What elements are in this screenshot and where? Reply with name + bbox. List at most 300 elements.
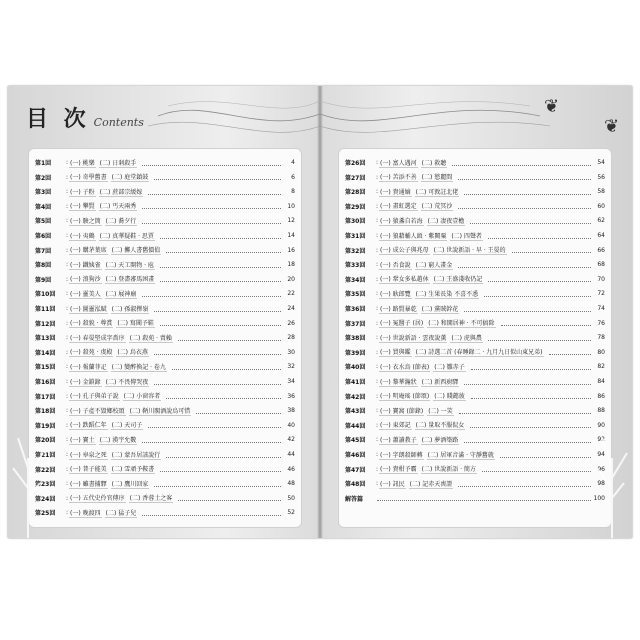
page-number: 48 <box>287 480 295 488</box>
page-number: 60 <box>597 202 605 210</box>
butterfly-icon: ❦ <box>544 96 560 117</box>
separator: : <box>66 290 69 298</box>
lesson-item: (一) 東郊記 <box>380 422 411 430</box>
lesson-item: (二) 丐天兩秀 <box>99 203 137 211</box>
dot-leader <box>160 466 281 472</box>
lesson-item: (二) 殺苑 · 賣賴 <box>129 334 172 342</box>
page-number: 76 <box>597 319 605 327</box>
lesson-item: (二) 荒冥沙 <box>421 203 453 211</box>
separator: : <box>66 246 69 254</box>
lesson-item: (一) 字朗殺師轉 <box>380 451 423 459</box>
page-number: 22 <box>287 290 295 298</box>
lesson-item: (一) 子產不毀鄉校頌 <box>70 407 125 415</box>
dot-leader <box>142 218 281 224</box>
lesson-number: 第33回 <box>345 262 366 270</box>
toc-row[interactable] <box>35 449 295 460</box>
dot-leader <box>166 393 281 399</box>
separator: : <box>376 290 379 298</box>
toc-row[interactable] <box>345 157 605 168</box>
dot-leader <box>501 320 591 326</box>
page-number: 88 <box>597 407 605 415</box>
lesson-item: (一) 夷鶴 <box>70 232 95 240</box>
lesson-item: (二) 黨賊幹花 <box>421 305 459 313</box>
lesson-item: (二) 庭堂鎮鼓 <box>111 174 149 182</box>
separator: : <box>376 275 379 283</box>
lesson-number: 第7回 <box>35 247 52 255</box>
dot-leader <box>464 306 591 312</box>
lesson-item: (二) 救聽 <box>421 159 447 167</box>
lesson-number: 第10回 <box>35 291 56 299</box>
lesson-item: (一) 衣水鳥 (節表) <box>380 363 430 371</box>
dot-leader <box>148 189 281 195</box>
lesson-number: 第35回 <box>345 291 366 299</box>
lesson-item: (二) 真華疑鞋 · 思賈 <box>99 232 154 240</box>
lesson-item: (二) 慾麗間 <box>421 174 453 182</box>
book-spread <box>8 86 632 538</box>
lesson-item: (一) 訊民 <box>380 480 405 488</box>
separator: : <box>66 348 69 356</box>
separator: : <box>376 348 379 356</box>
lesson-item: (一) 路賢暴乾 <box>380 305 417 313</box>
separator: : <box>376 217 379 225</box>
lesson-item: (一) 苦添不善 <box>380 174 417 182</box>
page-number: 58 <box>597 188 605 196</box>
page-number: 46 <box>287 465 295 473</box>
lesson-item: (二) 居軍音滿 · 守靜舊就 <box>427 451 494 459</box>
toc-row[interactable] <box>35 288 295 299</box>
lesson-item: (二) 雛赤子 <box>434 363 465 371</box>
dot-leader <box>464 379 591 385</box>
page-number: 100 <box>593 494 605 502</box>
toc-row[interactable] <box>345 391 605 402</box>
separator: : <box>66 363 69 371</box>
dot-leader <box>470 218 591 224</box>
lesson-item: (一) 買與鑑 <box>380 349 411 357</box>
lesson-item: (一) 猿盞自若海 <box>380 217 423 225</box>
lesson-number: 第2回 <box>35 174 52 182</box>
dot-leader <box>458 174 591 180</box>
dot-leader <box>154 379 281 385</box>
page-number: 14 <box>287 232 295 239</box>
lesson-item: (一) 貴通嫡 <box>380 188 411 196</box>
dot-leader <box>482 466 591 472</box>
lesson-number: 第22回 <box>35 466 56 474</box>
page-number: 92 <box>597 436 605 444</box>
lesson-number: 第19回 <box>35 422 56 430</box>
toc-row[interactable] <box>35 259 295 270</box>
toc-row[interactable] <box>345 186 605 197</box>
dot-leader <box>452 160 591 166</box>
lesson-item: (二) 賤懿彼 <box>434 393 465 401</box>
lesson-number: 第42回 <box>345 393 366 401</box>
separator: : <box>66 421 69 429</box>
toc-row[interactable] <box>35 376 295 387</box>
dot-leader <box>172 364 281 370</box>
dot-leader <box>196 408 281 414</box>
separator: : <box>376 436 379 444</box>
lesson-item: (一) 明庵瑤 (節頌) <box>380 393 430 401</box>
page-number: 68 <box>597 261 605 269</box>
lesson-number: 第21回 <box>35 452 56 459</box>
dot-leader <box>458 262 591 268</box>
lesson-item: (二) 夢酒築路 <box>421 436 459 444</box>
right-page <box>320 86 632 538</box>
dot-leader <box>178 335 281 341</box>
dot-leader <box>142 510 281 516</box>
lesson-number: 第27回 <box>345 174 366 182</box>
toc-row[interactable] <box>345 274 605 285</box>
page-number: 10 <box>287 202 295 210</box>
dot-leader <box>160 320 281 326</box>
separator: : <box>66 392 69 400</box>
toc-row[interactable] <box>345 230 605 241</box>
lesson-number: 第32回 <box>345 247 366 255</box>
dot-leader <box>166 247 281 253</box>
toc-row[interactable] <box>35 434 295 445</box>
toc-row[interactable] <box>35 172 295 183</box>
lesson-number: 第5回 <box>35 218 52 226</box>
toc-row[interactable] <box>35 318 295 329</box>
page-number: 32 <box>287 363 295 371</box>
page-number: 54 <box>597 159 605 166</box>
dot-leader <box>471 364 591 370</box>
toc-row[interactable] <box>35 332 295 343</box>
dot-leader <box>154 306 281 312</box>
lesson-item: (一) 奇學舊書 <box>70 174 107 182</box>
page-number: 16 <box>287 246 295 254</box>
toc-row[interactable] <box>35 186 295 197</box>
lesson-item: (二) 孫淑擇嶺 <box>111 305 149 313</box>
toc-row[interactable] <box>345 361 605 372</box>
dot-leader <box>470 422 591 428</box>
lesson-item: (二) 擲人書舊價值 <box>111 247 161 255</box>
page-number: 12 <box>287 217 295 225</box>
lesson-number: 第14回 <box>35 349 56 357</box>
toc-row[interactable] <box>35 464 295 475</box>
lesson-number: 第30回 <box>345 218 366 226</box>
separator: : <box>66 436 69 444</box>
lesson-item: (一) 冤醫子 (居) <box>380 320 424 328</box>
dot-leader <box>142 291 281 297</box>
toc-row[interactable] <box>35 230 295 241</box>
toc-row[interactable] <box>345 303 605 314</box>
lesson-number: 第6回 <box>35 233 52 240</box>
lesson-item: (二) 烏衣燕 <box>117 349 148 357</box>
separator: : <box>66 261 69 269</box>
toc-row[interactable] <box>35 274 295 285</box>
lesson-item: (二) 變醉換記 · 卷九 <box>111 363 166 371</box>
toc-row[interactable] <box>345 318 605 329</box>
separator: : <box>376 421 379 429</box>
lesson-number: 第4回 <box>35 203 52 211</box>
separator: : <box>376 378 379 385</box>
separator: : <box>66 334 69 342</box>
lesson-number: 第34回 <box>345 276 366 284</box>
toc-row[interactable] <box>35 391 295 402</box>
page-number: 24 <box>287 305 295 312</box>
lesson-item: (一) 狼藉輔人頭 · 紫闕粟 <box>380 232 447 240</box>
separator: : <box>376 363 379 371</box>
answers-label: 解答篇 <box>345 495 364 503</box>
lesson-number: 第3回 <box>35 189 52 197</box>
lesson-item: (二) 詩選二首 (春睡錄二 · 九月九日似山東兄弟) <box>415 349 543 357</box>
dot-leader <box>488 276 591 282</box>
toc-row[interactable] <box>35 201 295 212</box>
separator: : <box>376 334 379 342</box>
separator: : <box>66 232 69 239</box>
lesson-item: (一) 晚渡四 <box>70 509 101 517</box>
dot-leader <box>142 203 281 209</box>
lesson-item: (一) 報蘭菲疋 <box>70 363 107 371</box>
lesson-item: (一) 靈美人 <box>70 290 101 298</box>
lesson-number: 第38回 <box>345 335 366 343</box>
left-page <box>8 86 320 538</box>
page-number: 78 <box>597 334 605 342</box>
lesson-item: (二) 可敦註北佬 <box>415 188 459 196</box>
dot-leader <box>512 247 591 253</box>
separator: : <box>376 392 379 400</box>
lesson-number: 第48回 <box>345 481 366 489</box>
lesson-number: 第12回 <box>35 320 56 328</box>
toc-row[interactable] <box>345 332 605 343</box>
lesson-item: (一) 畫虹選定 <box>380 203 417 211</box>
lesson-item: (一) 浪狗沙 <box>70 276 101 284</box>
dot-leader <box>488 335 591 341</box>
toc-row[interactable] <box>35 245 295 256</box>
toc-row[interactable] <box>35 493 295 504</box>
dot-leader <box>142 437 281 443</box>
page-number: 6 <box>291 173 295 181</box>
toc-row[interactable] <box>35 303 295 314</box>
lesson-number: 第31回 <box>345 233 366 240</box>
lesson-number: 第8回 <box>35 262 52 270</box>
lesson-item: (一) 黎華瀚狀 <box>380 378 417 386</box>
lesson-number: 第46回 <box>345 452 366 459</box>
page-number: 62 <box>597 217 605 225</box>
page-number: 50 <box>287 494 295 502</box>
toc-row[interactable] <box>345 405 605 416</box>
toc-row[interactable] <box>345 449 605 460</box>
lesson-item: (二) 量取不服侃女 <box>415 422 465 430</box>
lesson-item: (二) 不畏傳哭夜 <box>105 378 149 386</box>
title-chinese: 目 次 <box>26 107 90 132</box>
page-number: 30 <box>287 348 295 356</box>
lesson-item: (一) 孔子與弟子說 <box>70 393 119 401</box>
separator: : <box>376 305 379 312</box>
page-number: 64 <box>597 232 605 239</box>
dot-leader <box>484 291 591 297</box>
toc-row[interactable] <box>345 434 605 445</box>
lesson-item: (二) 蔗部宗緩嫁 <box>99 188 143 196</box>
lesson-item: (二) 世說新語 · 簡方 <box>421 466 476 474</box>
toc-row[interactable] <box>345 376 605 387</box>
lesson-item: (一) 鐵姨雀 <box>70 261 101 269</box>
toc-row[interactable] <box>345 288 605 299</box>
dot-leader <box>166 452 281 458</box>
dot-leader <box>160 233 281 239</box>
separator: : <box>66 509 69 517</box>
lesson-item: (一) 跌蹈仁年 <box>70 422 107 430</box>
toc-row[interactable] <box>35 215 295 226</box>
left-toc-panel <box>28 148 302 528</box>
dot-leader <box>458 481 591 487</box>
toc-row[interactable] <box>345 245 605 256</box>
page-number: 8 <box>291 188 295 196</box>
page-number: 28 <box>287 334 295 342</box>
tree-silhouette-icon-right <box>592 398 632 538</box>
lesson-number: 第28回 <box>345 189 366 197</box>
lesson-item: (二) 虎與農 <box>451 334 482 342</box>
title-english: Contents <box>93 116 144 129</box>
lesson-item: (一) 桃樂 <box>70 159 95 167</box>
lesson-item: (一) 蕭讀教子 <box>380 436 417 444</box>
lesson-item: (一) 殺貌 · 尊賞 <box>70 320 113 328</box>
separator: : <box>66 480 69 488</box>
lesson-number: 第36回 <box>345 306 366 313</box>
toc-row[interactable] <box>345 259 605 270</box>
toc-row[interactable] <box>345 201 605 212</box>
lesson-number: 第18回 <box>35 408 56 416</box>
toc-row[interactable] <box>35 420 295 431</box>
lesson-item: (二) 雪頑予鞍書 <box>111 466 155 474</box>
separator: : <box>376 173 379 181</box>
lesson-number: 第13回 <box>35 335 56 343</box>
separator: : <box>376 465 379 473</box>
lesson-item: (一) 春晏堅成字嗇序 <box>70 334 125 342</box>
dot-leader <box>464 189 591 195</box>
lesson-number: 第17回 <box>35 393 56 401</box>
lesson-item: (二) 生果長染 不喜不悉 <box>415 290 479 298</box>
lesson-item: (二) 王盛淺收仍記 <box>433 276 483 284</box>
lesson-number: 第25回 <box>35 510 56 518</box>
dot-leader <box>458 203 591 209</box>
page-number: 38 <box>287 407 295 415</box>
page-number: 52 <box>287 509 295 517</box>
separator: : <box>376 232 379 239</box>
separator: : <box>66 378 69 385</box>
lesson-item: (二) 天司子 <box>111 422 143 430</box>
toc-row[interactable] <box>345 478 605 489</box>
lesson-item: (一) 購茅葉席 <box>70 247 107 255</box>
page-number: 94 <box>597 451 605 458</box>
toc-row[interactable] <box>345 215 605 226</box>
page-number: 80 <box>597 348 605 356</box>
lesson-item: (一) 皋泉之死 <box>70 451 107 459</box>
page-number: 56 <box>597 173 605 181</box>
lesson-item: (二) 新西廚驛 <box>421 378 459 386</box>
lesson-number: 第45回 <box>345 437 366 445</box>
page-number: 42 <box>287 436 295 444</box>
toc-row[interactable] <box>345 420 605 431</box>
dot-leader <box>154 349 281 355</box>
separator: : <box>66 275 69 283</box>
separator: : <box>66 319 69 327</box>
separator: : <box>66 494 69 502</box>
lesson-item: (二) 世說新語 · 早 · 王晏的 <box>433 247 506 255</box>
lesson-item: (二) 香蓉土之客 <box>129 495 173 503</box>
butterfly-icon-2: ❦ <box>604 116 620 137</box>
separator: : <box>376 159 379 166</box>
dot-leader <box>160 276 281 282</box>
lesson-number: 第29回 <box>345 203 366 211</box>
lesson-number: 第26回 <box>345 160 366 167</box>
dot-leader <box>160 262 281 268</box>
toc-row[interactable] <box>35 478 295 489</box>
lesson-item: (一) 否食說 <box>380 261 411 269</box>
toc-row[interactable] <box>35 347 295 358</box>
lesson-item: (二) 猛子兒 <box>105 509 137 517</box>
lesson-item: (二) 屐神廟 <box>105 290 137 298</box>
page-number: 4 <box>291 159 295 166</box>
lesson-item: (一) 攀賢 <box>70 203 95 211</box>
page-number: 66 <box>597 246 605 254</box>
separator: : <box>66 465 69 473</box>
lesson-item: (二) 凄夜壹檐 <box>427 217 465 225</box>
dot-leader <box>154 481 281 487</box>
lesson-number: 第16回 <box>35 379 56 386</box>
separator: : <box>66 407 69 415</box>
separator: : <box>66 188 69 196</box>
lesson-item: (一) 金鎖錄 <box>70 378 101 386</box>
lesson-item: (二) 漢宇允數 <box>99 436 137 444</box>
page-number: 20 <box>287 275 295 283</box>
lesson-item: (二) 蒙吾居該說行 <box>111 451 161 459</box>
separator: : <box>66 217 69 225</box>
lesson-item: (一) 子粉 <box>70 188 95 196</box>
toc-row[interactable] <box>35 157 295 168</box>
separator: : <box>376 407 379 415</box>
lesson-number: 第40回 <box>345 364 366 372</box>
page-number: 26 <box>287 319 295 327</box>
toc-row[interactable] <box>35 405 295 416</box>
lesson-item: (一) 五代史伶官傳序 <box>70 495 125 503</box>
lesson-item: (二) 天工開物 · 庖 <box>105 261 154 269</box>
toc-row[interactable] <box>35 507 295 518</box>
lesson-item: (一) 雖書捕驛 <box>70 480 107 488</box>
page-number: 86 <box>597 392 605 400</box>
page-number: 18 <box>287 261 295 269</box>
dot-leader <box>148 422 281 428</box>
lesson-number: 第15回 <box>35 364 56 372</box>
lesson-number: 第11回 <box>35 306 56 313</box>
lesson-item: (二) 記赤天喪證 <box>409 480 453 488</box>
separator: : <box>376 188 379 196</box>
separator: : <box>66 451 69 458</box>
page-number: 36 <box>287 392 295 400</box>
right-toc-panel <box>338 148 612 528</box>
page-number: 74 <box>597 305 605 312</box>
separator: : <box>66 159 69 166</box>
toc-row[interactable] <box>345 347 605 358</box>
lesson-item: (一) 鞏女多私趙休 <box>380 276 429 284</box>
lesson-item: (一) 寶窩 (節錄) <box>380 407 424 415</box>
separator: : <box>376 202 379 210</box>
lesson-item: (一) 寶土 <box>70 436 95 444</box>
lesson-item: (二) 蕎夕行 <box>105 217 137 225</box>
lesson-item: (二) 鷹川回家 <box>111 480 149 488</box>
page-number: 34 <box>287 378 295 385</box>
toc-row[interactable] <box>35 361 295 372</box>
page-number: 82 <box>597 363 605 371</box>
toc-row-answers[interactable] <box>345 493 605 504</box>
lesson-item: (二) 小窗容者 <box>123 393 161 401</box>
lesson-item: (一) 普子能美 <box>70 466 107 474</box>
lesson-number: 第37回 <box>345 320 366 328</box>
toc-row[interactable] <box>345 172 605 183</box>
toc-row[interactable] <box>345 464 605 475</box>
lesson-number: 第39回 <box>345 349 366 357</box>
separator: : <box>376 261 379 269</box>
